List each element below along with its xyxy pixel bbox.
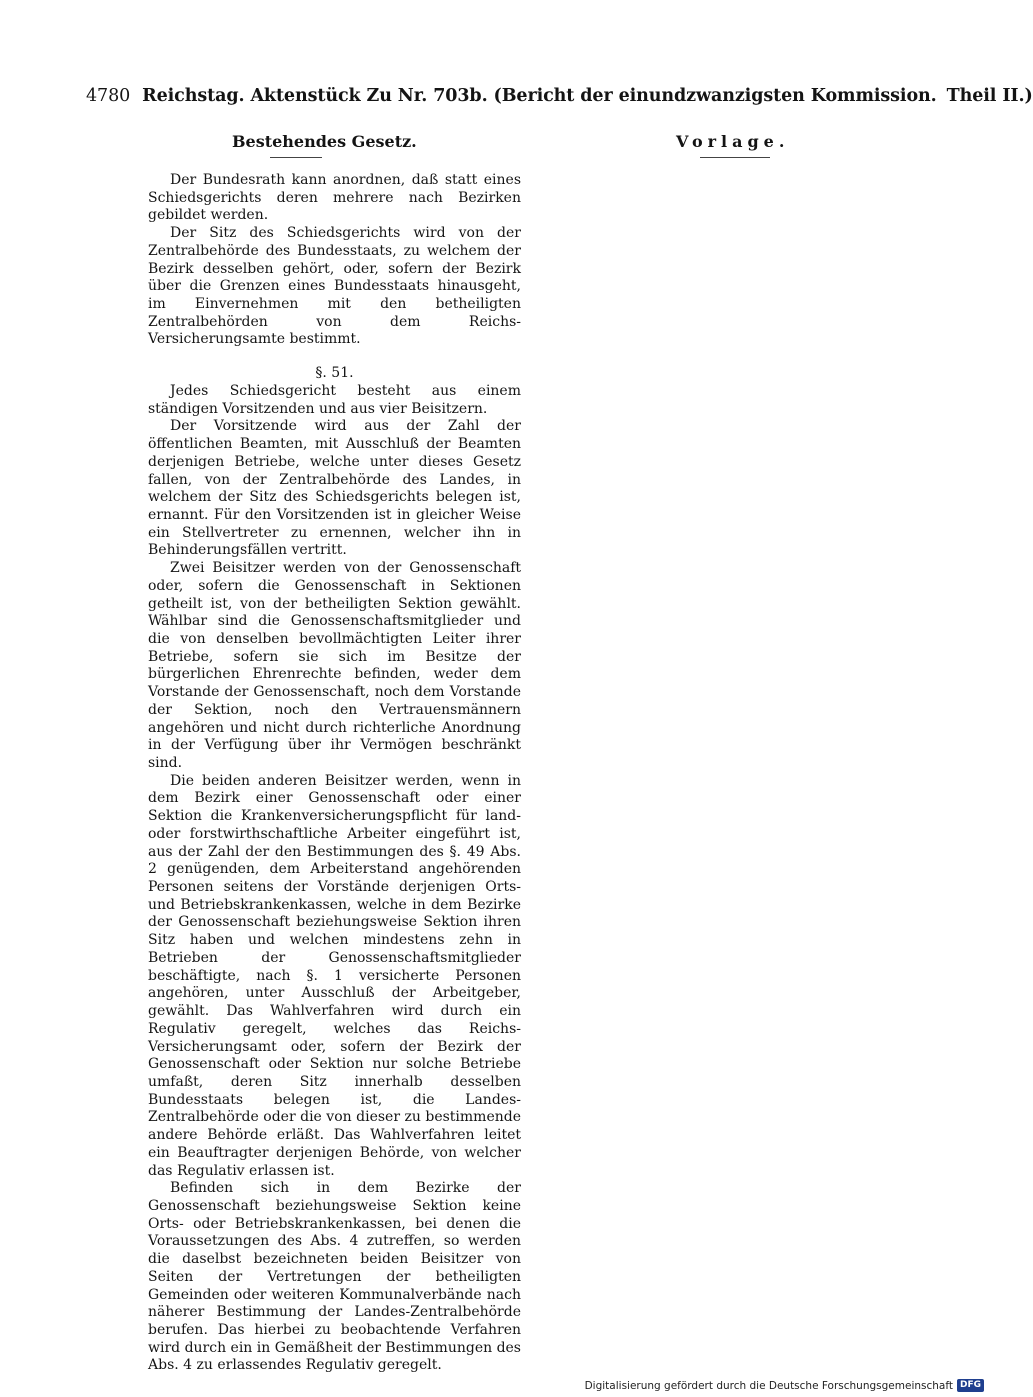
section-heading: §. 51. xyxy=(315,365,354,382)
page-number: 4780 xyxy=(86,86,131,106)
left-title-rule xyxy=(270,157,322,158)
left-column-body xyxy=(148,172,521,1375)
left-column-title: Bestehendes Gesetz. xyxy=(232,132,417,151)
footer-text: Digitalisierung gefördert durch die Deutsche Forschungsgemeinschaft xyxy=(584,1379,953,1392)
paragraph-5: Zwei Beisitzer werden von der Genossenschaft oder, sofern die Genossenschaft in Sektionen getheilt ist, von der betheiligten Sektion gewählt. Wählbar sind die Genossenschaftsmitglieder und die von denselben bevollmächtigten Leiter ihrer Betriebe, sofern sie sich im Besitze der bürgerlichen Ehrenrechte befinden, weder dem Vorstande der Genossenschaft, noch dem Vorstande der Sektion, noch den Vertrauensmännern angehören und nicht durch richterliche Anordnung in der Verfügung über ihr Vermögen beschränkt sind. xyxy=(148,560,521,771)
paragraph-2: Der Sitz des Schiedsgerichts wird von der Zentralbehörde des Bundesstaats, zu welchem der Bezirk desselben gehört, oder, sofern der Bezirk über die Grenzen eines Bundesstaats hinausgeht, im Einvernehmen mit den betheiligten Zentralbehörden von dem Reichs-Versicherungsamte bestimmt. xyxy=(148,225,521,348)
running-header xyxy=(86,84,1033,108)
paragraph-7: Befinden sich in dem Bezirke der Genossenschaft beziehungsweise Sektion keine Orts- oder Betriebskrankenkassen, bei denen die Voraussetzungen des Abs. 4 zutreffen, so werden die daselbst bezeichneten beiden Beisitzer von Seiten der Vertretungen der betheiligten Gemeinden oder weiteren Kommunalverbände nach näherer Bestimmung der Landes-Zentralbehörde berufen. Das hierbei zu beobachtende Verfahren wird durch ein in Gemäßheit der Bestimmungen des Abs. 4 zu erlassendes Regulativ geregelt. xyxy=(148,1180,521,1374)
paragraph-1: Der Bundesrath kann anordnen, daß statt eines Schiedsgerichts deren mehrere nach Bezirken gebildet werden. xyxy=(148,172,521,224)
header-title: Reichstag. Aktenstück Zu Nr. 703b. (Bericht der einundzwanzigsten Kommission. xyxy=(142,86,937,106)
dfg-logo-icon: DFG xyxy=(957,1379,984,1392)
paragraph-4: Der Vorsitzende wird aus der Zahl der öffentlichen Beamten, mit Ausschluß der Beamten derjenigen Betriebe, welche unter dieses Gesetz fallen, von der Zentralbehörde des Landes, in welchem der Sitz des Schiedsgerichts belegen ist, ernannt. Für den Vorsitzenden ist in gleicher Weise ein Stellvertreter zu ernennen, welcher ihn in Behinderungsfällen vertritt. xyxy=(148,418,521,559)
paragraph-6: Die beiden anderen Beisitzer werden, wenn in dem Bezirk einer Genossenschaft oder einer Sektion die Krankenversicherungspflicht für land- oder forstwirthschaftliche Arbeiter eingeführt ist, aus der Zahl der den Bestimmungen des §. 49 Abs. 2 genügenden, dem Arbeiterstand angehörenden Personen seitens der Vorstände derjenigen Orts- und Betriebskrankenkassen, welche in dem Bezirke der Genossenschaft beziehungsweise Sektion ihren Sitz haben und welchen mindestens zehn in Betrieben der Genossenschaftsmitglieder beschäftigte, nach §. 1 versicherte Personen angehören, unter Ausschluß der Arbeitgeber, gewählt. Das Wahlverfahren wird durch ein Regulativ geregelt, welches das Reichs-Versicherungsamt oder, sofern der Bezirk der Genossenschaft oder Sektion nur solche Betriebe umfaßt, deren Sitz innerhalb desselben Bundesstaats belegen ist, die Landes-Zentralbehörde oder die von dieser zu bestimmende andere Behörde erläßt. Das Wahlverfahren leitet ein Beauftragter derjenigen Behörde, von welcher das Regulativ erlassen ist. xyxy=(148,772,521,1179)
paragraph-3: Jedes Schiedsgericht besteht aus einem ständigen Vorsitzenden und aus vier Beisitzern. xyxy=(148,382,521,417)
right-column-title: Vorlage. xyxy=(676,132,790,151)
digitization-footer xyxy=(585,1379,984,1392)
right-title-rule xyxy=(700,157,770,158)
header-part: Theil II.) xyxy=(946,86,1033,106)
